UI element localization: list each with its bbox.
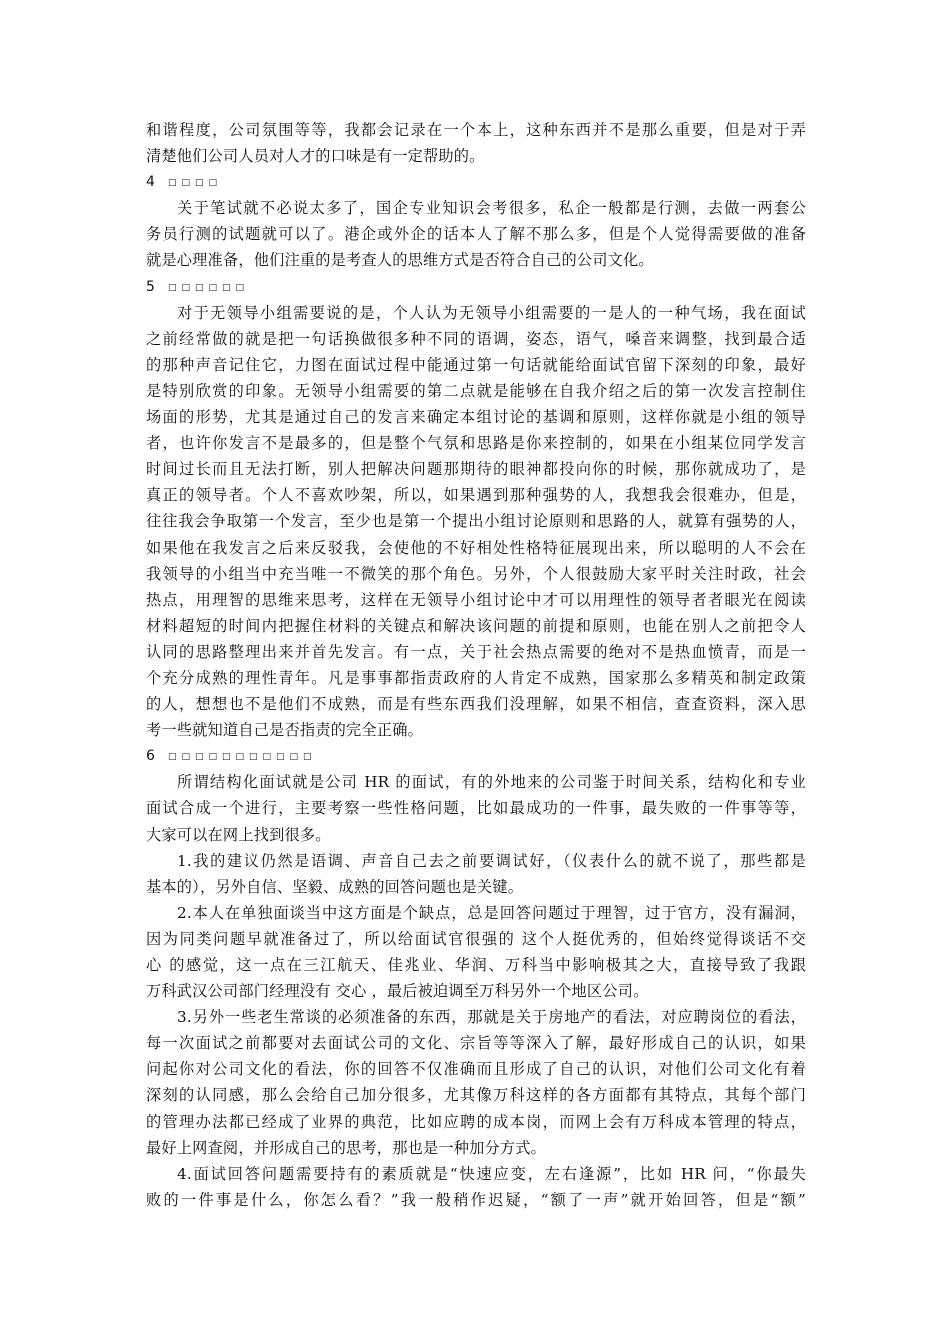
text-line: 万科武汉公司部门经理没有 交心 ，最后被迫调至万科另外一个地区公司。	[146, 982, 649, 1001]
section-heading-5	[146, 274, 806, 300]
intro-paragraph	[146, 117, 806, 169]
text-line: 问起你对公司文化的看法，你的回答不仅准确而且形成了自己的认识，对他们公司文化有着	[146, 1060, 806, 1079]
text-line: 心 的感觉，这一点在三江航天、佳兆业、华润、万科当中影响极其之大，直接导致了我跟	[146, 956, 806, 974]
leaderless-group-paragraph	[146, 300, 806, 744]
advice-item-1	[146, 848, 806, 900]
text-line: 是特别欣赏的印象。无领导小组需要的第二点就是能够在自我介绍之后的第一次发言控制住	[146, 381, 806, 400]
text-line: 1.我的建议仍然是语调、声音自己去之前要调试好，（仪表什么的就不说了，那些都是	[177, 851, 806, 870]
advice-item-4	[146, 1161, 806, 1213]
section-heading-6	[146, 743, 806, 769]
text-line: 场面的形势，尤其是通过自己的发言来确定本组讨论的基调和原则，这样你就是小组的领导	[146, 408, 806, 427]
text-line: 材料超短的时间内把握住材料的关键点和解决该问题的前提和原则，也能在别人之前把令人	[146, 616, 806, 635]
text-line: 2.本人在单独面谈当中这方面是个缺点，总是回答问题过于理智，过于官方，没有漏洞，	[177, 903, 806, 922]
text-line: 的人，想想也不是他们不成熟，而是有些东西我们没理解，如果不相信，查查资料，深入思	[146, 695, 806, 714]
structured-interview-paragraph	[146, 769, 806, 847]
text-line: 3.另外一些老生常谈的必须准备的东西，那就是关于房地产的看法，对应聘岗位的看法，	[177, 1008, 806, 1027]
text-line: 之前经常做的就是把一句话换做很多种不同的语调，姿态，语气，嗓音来调整，找到最合适	[146, 329, 806, 348]
text-line: 往往我会争取第一个发言，至少也是第一个提出小组讨论原则和思路的人，就算有强势的人，	[146, 512, 806, 531]
section-heading-4	[146, 169, 806, 195]
text-line: 个充分成熟的理性青年。凡是事事都指责政府的人肯定不成熟，国家那么多精英和制定政策	[146, 668, 806, 687]
text-line: 时间过长而且无法打断，别人把解决问题那期待的眼神都投向你的时候，那你就成功了，是	[146, 460, 806, 479]
text-line: 对于无领导小组需要说的是，个人认为无领导小组需要的一是人的一种气场，我在面试	[177, 303, 806, 322]
advice-item-3	[146, 1004, 806, 1161]
text-line: 4.面试回答问题需要持有的素质就是“快速应变，左右逢源”，比如 HR 问，“你最失	[177, 1164, 806, 1183]
text-line: 热点，用理智的思维来思考，这样在无领导小组讨论中才可以用理性的领导者者眼光在阅读	[146, 590, 806, 609]
text-line: 大家可以在网上找到很多。	[146, 825, 331, 844]
section-title-placeholder: □□□□	[168, 178, 223, 189]
section-number: 5	[146, 278, 155, 295]
text-line: 清楚他们公司人员对人才的口味是有一定帮助的。	[146, 147, 485, 166]
text-line: 考一些就知道自己是否指责的完全正确。	[146, 721, 423, 740]
text-line: 所谓结构化面试就是公司 HR 的面试，有的外地来的公司鉴于时间关系，结构化和专业	[177, 773, 806, 792]
text-line: 认同的思路整理出来并首先发言。有一点，关于社会热点需要的绝对不是热血愤青，而是一	[146, 642, 806, 661]
text-line: 每一次面试之前都要对去面试公司的文化、宗旨等等深入了解，最好形成自己的认识，如果	[146, 1034, 806, 1053]
text-line: 因为同类问题早就准备过了，所以给面试官很强的 这个人挺优秀的，但始终觉得谈话不交	[146, 929, 806, 948]
text-line: 和谐程度，公司氛围等等，我都会记录在一个本上，这种东西并不是那么重要，但是对于弄	[146, 121, 806, 139]
text-line: 的管理办法都已经成了业界的典范，比如应聘的成本岗，而网上会有万科成本管理的特点，	[146, 1112, 806, 1131]
text-line: 真正的领导者。个人不喜欢吵架，所以，如果遇到那种强势的人，我想我会很难办，但是，	[146, 486, 806, 505]
text-line: 的那种声音记住它，力图在面试过程中能通过第一句话就能给面试官留下深刻的印象，最好	[146, 355, 806, 374]
text-line: 关于笔试就不必说太多了，国企专业知识会考很多，私企一般都是行测，去做一两套公	[177, 199, 806, 218]
text-line: 我领导的小组当中充当唯一不微笑的那个角色。另外，个人很鼓励大家平时关注时政，社会	[146, 564, 806, 583]
text-line: 就是心理准备，他们注重的是考查人的思维方式是否符合自己的公司文化。	[146, 251, 654, 270]
text-line: 基本的），另外自信、坚毅、成熟的回答问题也是关键。	[146, 877, 524, 896]
text-line: 深刻的认同感，那么会给自己加分很多，尤其像万科这样的各方面都有其特点，其每个部门	[146, 1086, 806, 1105]
text-line: 如果他在我发言之后来反驳我，会使他的不好相处性格特征展现出来，所以聪明的人不会在	[146, 538, 806, 557]
section-title-placeholder: □□□□□□	[168, 282, 250, 293]
text-line: 最好上网查阅，并形成自己的思考，那也是一种加分方式。	[146, 1138, 547, 1157]
text-line: 面试合成一个进行，主要考察一些性格问题，比如最成功的一件事，最失败的一件事等等，	[146, 799, 806, 818]
section-number: 4	[146, 174, 155, 191]
written-test-paragraph	[146, 195, 806, 273]
text-line: 务员行测的试题就可以了。港企或外企的话本人了解不那么多，但是个人觉得需要做的准备	[146, 225, 806, 244]
text-line: 败的一件事是什么，你怎么看？”我一般稍作迟疑，“额了一声”就开始回答，但是“额”	[146, 1190, 806, 1209]
section-title-placeholder: □□□□□□□□□□□	[168, 752, 317, 763]
document-page	[146, 117, 806, 1213]
section-number: 6	[146, 748, 155, 765]
text-line: 者，也许你发言不是最多的，但是整个气氛和思路是你来控制的，如果在小组某位同学发言	[146, 434, 806, 453]
advice-item-2	[146, 900, 806, 1004]
